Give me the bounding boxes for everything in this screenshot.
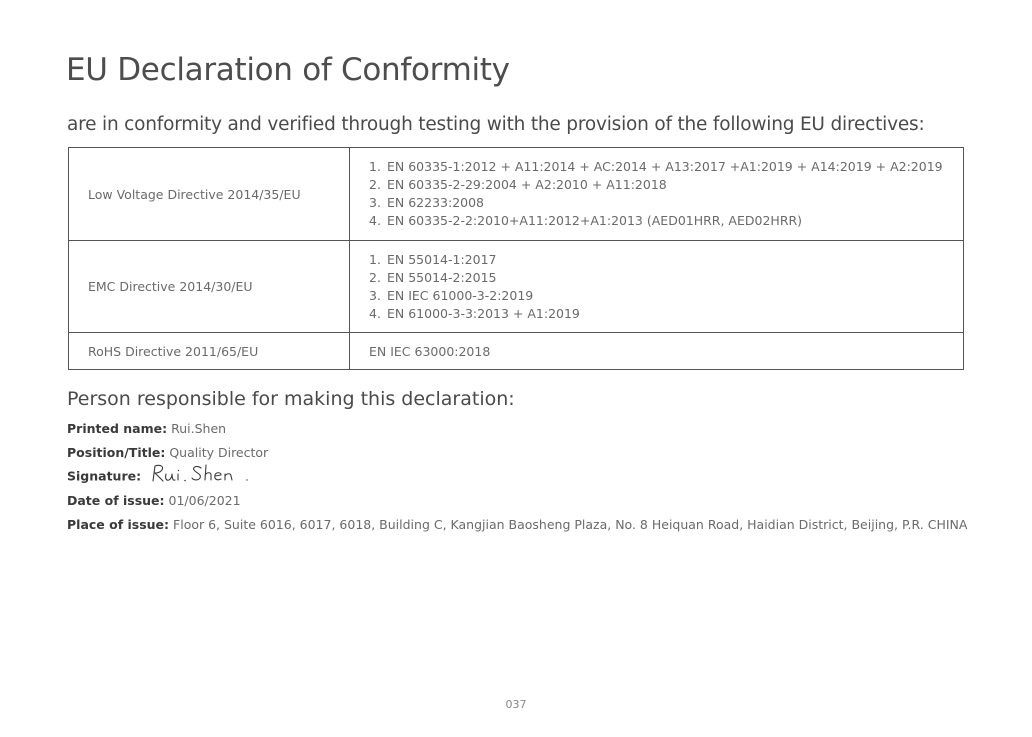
list-item xyxy=(369,194,944,212)
directive-name: Low Voltage Directive 2014/35/EU xyxy=(69,148,350,241)
position-row xyxy=(67,445,268,460)
directive-name: EMC Directive 2014/30/EU xyxy=(69,241,350,333)
list-number: 4. xyxy=(369,305,381,321)
page-number: 037 xyxy=(505,698,527,711)
position-value: Quality Director xyxy=(169,445,269,460)
standard-text: EN 60335-1:2012 + A11:2014 + AC:2014 + A13:2017 +A1:2019 + A14:2019 + A2:2019 xyxy=(387,159,943,174)
standards-list xyxy=(369,158,944,230)
directive-name: RoHS Directive 2011/65/EU xyxy=(69,333,350,370)
list-item xyxy=(369,305,944,323)
list-item xyxy=(369,269,944,287)
page-title: EU Declaration of Conformity xyxy=(66,52,510,88)
table-row xyxy=(69,333,964,370)
list-number: 3. xyxy=(369,287,381,303)
place-value: Floor 6, Suite 6016, 6017, 6018, Building C, Kangjian Baosheng Plaza, No. 8 Heiquan Road, Haidian District, Beijing, P.R. CHINA xyxy=(173,517,968,532)
standard-text: EN 61000-3-3:2013 + A1:2019 xyxy=(387,305,580,321)
directives-table xyxy=(68,147,964,370)
date-row xyxy=(67,493,241,508)
list-item xyxy=(369,158,944,176)
list-number: 4. xyxy=(369,213,381,228)
list-item xyxy=(369,212,944,230)
list-number: 1. xyxy=(369,251,381,267)
standard-text: EN 62233:2008 xyxy=(387,195,485,210)
position-label: Position/Title: xyxy=(67,445,166,460)
signature-image xyxy=(149,462,261,486)
date-label: Date of issue: xyxy=(67,493,165,508)
list-item xyxy=(369,176,944,194)
list-number: 3. xyxy=(369,195,381,210)
standards-cell xyxy=(350,148,964,241)
intro-text: are in conformity and verified through testing with the provision of the following EU directives: xyxy=(67,114,925,135)
printed-name-row xyxy=(67,421,226,436)
standard-text: EN IEC 63000:2018 xyxy=(350,333,964,370)
standard-text: EN 55014-2:2015 xyxy=(387,269,497,285)
list-number: 2. xyxy=(369,177,381,192)
place-row xyxy=(67,517,967,532)
list-item xyxy=(369,251,944,269)
standard-text: EN IEC 61000-3-2:2019 xyxy=(387,287,534,303)
date-value: 01/06/2021 xyxy=(168,493,241,508)
standards-list xyxy=(369,251,944,323)
signature-row xyxy=(67,468,261,486)
standard-text: EN 60335-2-2:2010+A11:2012+A1:2013 (AED01HRR, AED02HRR) xyxy=(387,213,803,228)
table-row xyxy=(69,148,964,241)
printed-name-value: Rui.Shen xyxy=(171,421,227,436)
section-heading: Person responsible for making this declaration: xyxy=(67,388,515,410)
list-number: 1. xyxy=(369,159,381,174)
standard-text: EN 55014-1:2017 xyxy=(387,251,497,267)
place-label: Place of issue: xyxy=(67,517,170,532)
signature-label: Signature: xyxy=(67,468,142,484)
standard-text: EN 60335-2-29:2004 + A2:2010 + A11:2018 xyxy=(387,177,667,192)
standards-cell xyxy=(350,241,964,333)
list-number: 2. xyxy=(369,269,381,285)
list-item xyxy=(369,287,944,305)
table-row xyxy=(69,241,964,333)
printed-name-label: Printed name: xyxy=(67,421,168,436)
